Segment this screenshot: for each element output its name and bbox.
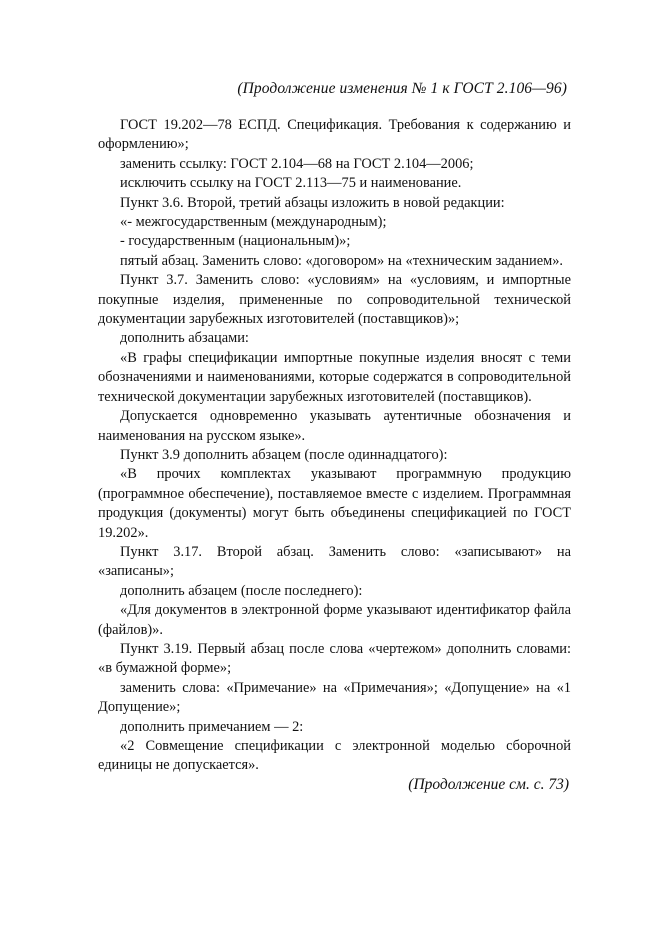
document-body [98,116,571,776]
paragraph: Пункт 3.19. Первый абзац после слова «чертежом» дополнить словами: «в бумажной форме»; [98,640,571,677]
paragraph: Пункт 3.6. Второй, третий абзацы изложить в новой редакции: [120,194,505,211]
paragraph: Пункт 3.7. Заменить слово: «условиям» на «условиям, и импортные покупные изделия, примененные по сопроводительной технической документации зарубежных изготовителей (поставщиков)»; [98,272,571,328]
paragraph: «2 Совмещение спецификации с электронной моделью сборочной единицы не допускается». [98,738,571,774]
paragraph: заменить слова: «Примечание» на «Примечания»; «Допущение» на «1 Допущение»; [98,679,571,716]
paragraph: Допускается одновременно указывать аутентичные обозначения и наименования на русском языке». [98,408,571,444]
continuation-footer: (Продолжение см. с. 73) [408,776,569,793]
paragraph: заменить ссылку: ГОСТ 2.104—68 на ГОСТ 2.104—2006; [120,155,474,172]
continuation-header: (Продолжение изменения № 1 к ГОСТ 2.106—96) [237,80,567,97]
paragraph: - государственным (национальным)»; [120,233,351,250]
paragraph: «- межгосударственным (международным); [120,214,387,231]
paragraph: Пункт 3.17. Второй абзац. Заменить слово: «записывают» на «записаны»; [98,543,571,580]
paragraph: дополнить абзацем (после последнего): [120,582,363,599]
paragraph: «В прочих комплектах указывают программную продукцию (программное обеспечение), поставляемое вместе с изделием. Программная продукция (документы) могут быть объединены спецификацией по ГОСТ 19.202». [98,466,571,541]
paragraph: «В графы спецификации импортные покупные изделия вносят с теми обозначениями и наименованиями, которые содержатся в сопроводительной технической документации зарубежных изготовителей (поставщиков). [98,349,571,405]
paragraph: «Для документов в электронной форме указывают идентификатор файла (файлов)». [98,602,571,638]
paragraph: пятый абзац. Заменить слово: «договором» на «техническим заданием». [120,252,564,269]
paragraph: ГОСТ 19.202—78 ЕСПД. Спецификация. Требования к содержанию и оформлению»; [98,117,571,153]
paragraph: дополнить примечанием — 2: [120,718,304,735]
paragraph: Пункт 3.9 дополнить абзацем (после одиннадцатого): [120,446,448,463]
paragraph: исключить ссылку на ГОСТ 2.113—75 и наименование. [120,175,462,192]
paragraph: дополнить абзацами: [120,330,249,347]
